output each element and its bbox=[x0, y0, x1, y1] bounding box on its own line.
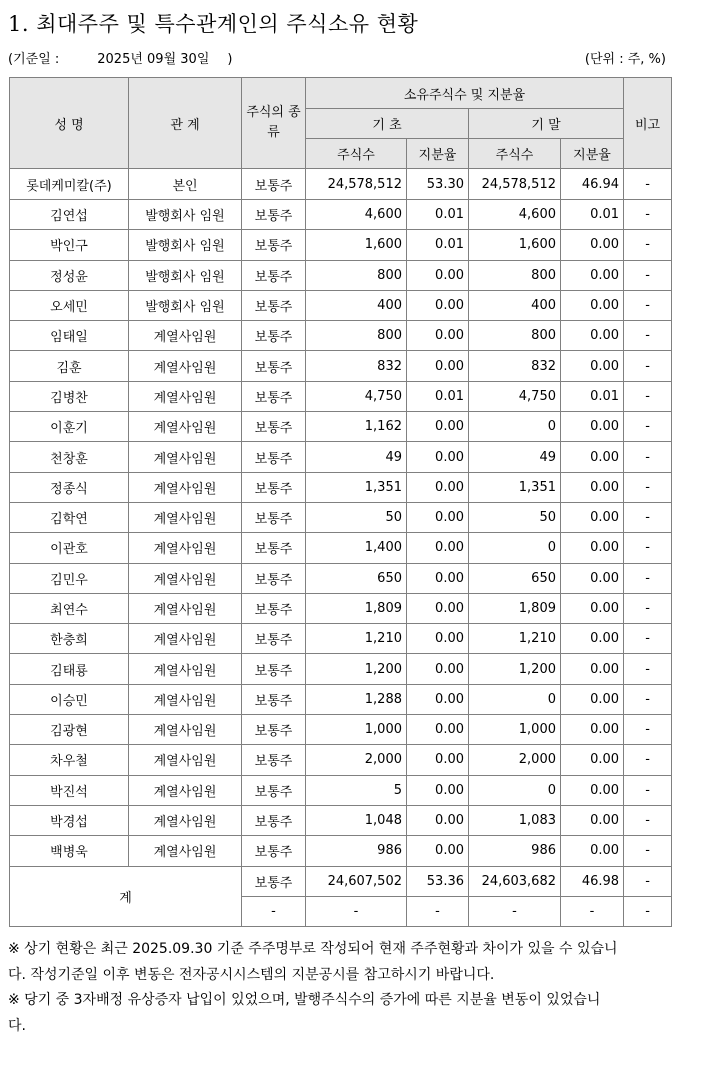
cell-stock-type: 보통주 bbox=[242, 563, 306, 593]
cell-note: - bbox=[624, 442, 672, 472]
cell-end-ratio: 0.00 bbox=[561, 715, 624, 745]
total-stock-type: 보통주 bbox=[242, 866, 306, 896]
cell-end-shares: 50 bbox=[469, 502, 561, 532]
page-title: 1. 최대주주 및 특수관계인의 주식소유 현황 bbox=[8, 12, 419, 36]
cell-end-ratio: 0.00 bbox=[561, 351, 624, 381]
cell-note: - bbox=[624, 533, 672, 563]
cell-note: - bbox=[624, 321, 672, 351]
cell-end-shares: 1,200 bbox=[469, 654, 561, 684]
cell-relation: 계열사임원 bbox=[129, 442, 242, 472]
cell-begin-shares: 1,600 bbox=[306, 230, 407, 260]
cell-name: 천창훈 bbox=[10, 442, 129, 472]
cell-end-shares: 1,600 bbox=[469, 230, 561, 260]
cell-begin-shares: 800 bbox=[306, 321, 407, 351]
cell-end-ratio: 0.00 bbox=[561, 472, 624, 502]
cell-name: 김훈 bbox=[10, 351, 129, 381]
cell-end-ratio: 0.00 bbox=[561, 805, 624, 835]
cell-stock-type: 보통주 bbox=[242, 472, 306, 502]
cell-relation: 계열사임원 bbox=[129, 321, 242, 351]
cell-end-shares: 986 bbox=[469, 836, 561, 866]
total-begin-shares: - bbox=[306, 896, 407, 926]
header-end-ratio: 지분율 bbox=[561, 139, 624, 169]
total-stock-type: - bbox=[242, 896, 306, 926]
cell-name: 오세민 bbox=[10, 290, 129, 320]
header-end-shares: 주식수 bbox=[469, 139, 561, 169]
cell-stock-type: 보통주 bbox=[242, 593, 306, 623]
table-row bbox=[10, 381, 672, 411]
cell-name: 김민우 bbox=[10, 563, 129, 593]
header-relation: 관 계 bbox=[129, 78, 242, 169]
table-row bbox=[10, 200, 672, 230]
cell-name: 김광현 bbox=[10, 715, 129, 745]
table-row bbox=[10, 442, 672, 472]
cell-stock-type: 보통주 bbox=[242, 745, 306, 775]
cell-note: - bbox=[624, 745, 672, 775]
cell-name: 임태일 bbox=[10, 321, 129, 351]
total-note: - bbox=[624, 866, 672, 896]
cell-stock-type: 보통주 bbox=[242, 533, 306, 563]
cell-begin-shares: 4,750 bbox=[306, 381, 407, 411]
cell-stock-type: 보통주 bbox=[242, 321, 306, 351]
cell-name: 정종식 bbox=[10, 472, 129, 502]
cell-begin-shares: 1,200 bbox=[306, 654, 407, 684]
footnotes bbox=[8, 937, 618, 1039]
cell-begin-ratio: 0.00 bbox=[407, 805, 469, 835]
base-date bbox=[8, 48, 232, 67]
header-name: 성 명 bbox=[10, 78, 129, 169]
cell-begin-ratio: 0.00 bbox=[407, 563, 469, 593]
cell-begin-shares: 1,210 bbox=[306, 624, 407, 654]
table-row bbox=[10, 533, 672, 563]
cell-end-shares: 1,351 bbox=[469, 472, 561, 502]
cell-relation: 계열사임원 bbox=[129, 563, 242, 593]
table-row bbox=[10, 715, 672, 745]
cell-name: 정성윤 bbox=[10, 260, 129, 290]
cell-begin-ratio: 0.00 bbox=[407, 533, 469, 563]
base-date-label: (기준일 : bbox=[8, 52, 60, 67]
table-row bbox=[10, 775, 672, 805]
cell-note: - bbox=[624, 472, 672, 502]
cell-relation: 계열사임원 bbox=[129, 684, 242, 714]
cell-relation: 계열사임원 bbox=[129, 412, 242, 442]
cell-stock-type: 보통주 bbox=[242, 351, 306, 381]
cell-stock-type: 보통주 bbox=[242, 260, 306, 290]
cell-relation: 발행회사 임원 bbox=[129, 290, 242, 320]
cell-note: - bbox=[624, 412, 672, 442]
cell-begin-shares: 1,400 bbox=[306, 533, 407, 563]
table-row bbox=[10, 684, 672, 714]
cell-relation: 계열사임원 bbox=[129, 745, 242, 775]
cell-relation: 본인 bbox=[129, 169, 242, 200]
cell-begin-shares: 1,048 bbox=[306, 805, 407, 835]
cell-stock-type: 보통주 bbox=[242, 775, 306, 805]
cell-stock-type: 보통주 bbox=[242, 715, 306, 745]
total-label: 계 bbox=[10, 866, 242, 927]
cell-name: 이관호 bbox=[10, 533, 129, 563]
cell-begin-ratio: 0.00 bbox=[407, 624, 469, 654]
cell-note: - bbox=[624, 593, 672, 623]
cell-end-ratio: 0.00 bbox=[561, 836, 624, 866]
cell-begin-shares: 800 bbox=[306, 260, 407, 290]
cell-end-shares: 0 bbox=[469, 775, 561, 805]
cell-begin-shares: 400 bbox=[306, 290, 407, 320]
header-begin: 기 초 bbox=[306, 109, 469, 139]
unit-label: (단위 : 주, %) bbox=[584, 52, 666, 67]
cell-begin-ratio: 0.00 bbox=[407, 593, 469, 623]
cell-end-ratio: 0.00 bbox=[561, 654, 624, 684]
cell-begin-ratio: 0.00 bbox=[407, 684, 469, 714]
cell-name: 차우철 bbox=[10, 745, 129, 775]
table-row bbox=[10, 230, 672, 260]
cell-begin-shares: 1,288 bbox=[306, 684, 407, 714]
cell-stock-type: 보통주 bbox=[242, 654, 306, 684]
cell-stock-type: 보통주 bbox=[242, 442, 306, 472]
cell-end-ratio: 0.00 bbox=[561, 442, 624, 472]
cell-begin-shares: 4,600 bbox=[306, 200, 407, 230]
total-row bbox=[10, 866, 672, 896]
shareholding-table bbox=[9, 77, 672, 927]
cell-relation: 계열사임원 bbox=[129, 624, 242, 654]
cell-end-shares: 4,600 bbox=[469, 200, 561, 230]
cell-begin-shares: 986 bbox=[306, 836, 407, 866]
cell-begin-ratio: 0.00 bbox=[407, 715, 469, 745]
cell-begin-ratio: 0.00 bbox=[407, 290, 469, 320]
cell-name: 이승민 bbox=[10, 684, 129, 714]
cell-begin-ratio: 0.00 bbox=[407, 745, 469, 775]
cell-end-ratio: 0.00 bbox=[561, 290, 624, 320]
header-note: 비고 bbox=[624, 78, 672, 169]
cell-end-shares: 800 bbox=[469, 321, 561, 351]
table-row bbox=[10, 321, 672, 351]
cell-name: 이훈기 bbox=[10, 412, 129, 442]
cell-name: 최연수 bbox=[10, 593, 129, 623]
cell-end-shares: 4,750 bbox=[469, 381, 561, 411]
cell-end-ratio: 0.00 bbox=[561, 260, 624, 290]
cell-stock-type: 보통주 bbox=[242, 381, 306, 411]
cell-end-ratio: 0.00 bbox=[561, 533, 624, 563]
cell-begin-ratio: 0.00 bbox=[407, 412, 469, 442]
cell-note: - bbox=[624, 502, 672, 532]
cell-stock-type: 보통주 bbox=[242, 624, 306, 654]
cell-begin-ratio: 0.00 bbox=[407, 836, 469, 866]
table-body bbox=[10, 169, 672, 927]
cell-relation: 계열사임원 bbox=[129, 836, 242, 866]
cell-begin-shares: 832 bbox=[306, 351, 407, 381]
cell-begin-ratio: 53.30 bbox=[407, 169, 469, 200]
cell-note: - bbox=[624, 563, 672, 593]
cell-end-shares: 1,000 bbox=[469, 715, 561, 745]
footnote: ※ 상기 현황은 최근 2025.09.30 기준 주주명부로 작성되어 현재 주주현황과 차이가 있을 수 있습니다. 작성기준일 이후 변동은 전자공시시스템의 지분공시를 참고하시기 바랍니다. bbox=[8, 941, 618, 983]
cell-end-shares: 49 bbox=[469, 442, 561, 472]
cell-begin-ratio: 0.00 bbox=[407, 442, 469, 472]
table-row bbox=[10, 654, 672, 684]
cell-name: 롯데케미칼(주) bbox=[10, 169, 129, 200]
cell-relation: 계열사임원 bbox=[129, 775, 242, 805]
cell-relation: 계열사임원 bbox=[129, 593, 242, 623]
cell-stock-type: 보통주 bbox=[242, 290, 306, 320]
cell-end-ratio: 0.00 bbox=[561, 502, 624, 532]
base-date-value: 2025년 09월 30일 bbox=[97, 52, 210, 67]
table-row bbox=[10, 260, 672, 290]
cell-relation: 계열사임원 bbox=[129, 654, 242, 684]
cell-relation: 발행회사 임원 bbox=[129, 260, 242, 290]
cell-note: - bbox=[624, 624, 672, 654]
cell-name: 박인구 bbox=[10, 230, 129, 260]
cell-end-ratio: 0.00 bbox=[561, 563, 624, 593]
cell-note: - bbox=[624, 381, 672, 411]
cell-name: 김병찬 bbox=[10, 381, 129, 411]
total-begin-ratio: 53.36 bbox=[407, 866, 469, 896]
cell-name: 김학연 bbox=[10, 502, 129, 532]
cell-end-shares: 832 bbox=[469, 351, 561, 381]
total-end-shares: 24,603,682 bbox=[469, 866, 561, 896]
cell-begin-shares: 1,162 bbox=[306, 412, 407, 442]
cell-begin-shares: 24,578,512 bbox=[306, 169, 407, 200]
cell-end-ratio: 0.00 bbox=[561, 412, 624, 442]
cell-relation: 발행회사 임원 bbox=[129, 200, 242, 230]
table-row bbox=[10, 593, 672, 623]
cell-stock-type: 보통주 bbox=[242, 230, 306, 260]
cell-name: 한충희 bbox=[10, 624, 129, 654]
cell-end-shares: 2,000 bbox=[469, 745, 561, 775]
cell-end-ratio: 0.00 bbox=[561, 775, 624, 805]
cell-relation: 계열사임원 bbox=[129, 381, 242, 411]
cell-note: - bbox=[624, 654, 672, 684]
cell-stock-type: 보통주 bbox=[242, 412, 306, 442]
table-row bbox=[10, 563, 672, 593]
cell-begin-ratio: 0.01 bbox=[407, 200, 469, 230]
cell-begin-shares: 1,351 bbox=[306, 472, 407, 502]
header-holdings: 소유주식수 및 지분율 bbox=[306, 78, 624, 109]
table-row bbox=[10, 745, 672, 775]
cell-begin-ratio: 0.00 bbox=[407, 775, 469, 805]
total-begin-ratio: - bbox=[407, 896, 469, 926]
cell-note: - bbox=[624, 200, 672, 230]
table-row bbox=[10, 836, 672, 866]
base-date-close: ) bbox=[227, 52, 233, 67]
cell-end-ratio: 0.00 bbox=[561, 624, 624, 654]
table-row bbox=[10, 169, 672, 200]
cell-note: - bbox=[624, 260, 672, 290]
cell-stock-type: 보통주 bbox=[242, 836, 306, 866]
table-row bbox=[10, 805, 672, 835]
cell-begin-shares: 50 bbox=[306, 502, 407, 532]
cell-begin-shares: 1,000 bbox=[306, 715, 407, 745]
cell-end-ratio: 0.00 bbox=[561, 321, 624, 351]
cell-relation: 계열사임원 bbox=[129, 472, 242, 502]
cell-begin-ratio: 0.00 bbox=[407, 502, 469, 532]
cell-note: - bbox=[624, 351, 672, 381]
cell-end-shares: 0 bbox=[469, 412, 561, 442]
total-note: - bbox=[624, 896, 672, 926]
total-begin-shares: 24,607,502 bbox=[306, 866, 407, 896]
cell-note: - bbox=[624, 684, 672, 714]
cell-begin-shares: 49 bbox=[306, 442, 407, 472]
table-row bbox=[10, 290, 672, 320]
table-row bbox=[10, 351, 672, 381]
cell-note: - bbox=[624, 775, 672, 805]
cell-end-shares: 800 bbox=[469, 260, 561, 290]
cell-stock-type: 보통주 bbox=[242, 200, 306, 230]
table-row bbox=[10, 412, 672, 442]
cell-relation: 계열사임원 bbox=[129, 805, 242, 835]
cell-begin-ratio: 0.00 bbox=[407, 351, 469, 381]
cell-end-ratio: 0.00 bbox=[561, 684, 624, 714]
cell-name: 박경섭 bbox=[10, 805, 129, 835]
cell-begin-shares: 2,000 bbox=[306, 745, 407, 775]
cell-end-shares: 0 bbox=[469, 533, 561, 563]
cell-begin-ratio: 0.00 bbox=[407, 654, 469, 684]
cell-note: - bbox=[624, 169, 672, 200]
footnote: ※ 당기 중 3자배정 유상증자 납입이 있었으며, 발행주식수의 증가에 따른 지분율 변동이 있었습니다. bbox=[8, 992, 601, 1034]
cell-end-shares: 400 bbox=[469, 290, 561, 320]
cell-relation: 계열사임원 bbox=[129, 715, 242, 745]
cell-begin-shares: 650 bbox=[306, 563, 407, 593]
cell-begin-shares: 1,809 bbox=[306, 593, 407, 623]
total-end-ratio: 46.98 bbox=[561, 866, 624, 896]
header-end: 기 말 bbox=[469, 109, 624, 139]
cell-end-shares: 650 bbox=[469, 563, 561, 593]
cell-begin-ratio: 0.00 bbox=[407, 472, 469, 502]
table-row bbox=[10, 624, 672, 654]
cell-note: - bbox=[624, 290, 672, 320]
cell-end-shares: 1,210 bbox=[469, 624, 561, 654]
total-end-ratio: - bbox=[561, 896, 624, 926]
cell-begin-ratio: 0.00 bbox=[407, 260, 469, 290]
cell-stock-type: 보통주 bbox=[242, 684, 306, 714]
cell-end-ratio: 0.00 bbox=[561, 745, 624, 775]
cell-relation: 계열사임원 bbox=[129, 533, 242, 563]
header-stock-type: 주식의 종류 bbox=[242, 78, 306, 169]
table-row bbox=[10, 502, 672, 532]
cell-end-shares: 0 bbox=[469, 684, 561, 714]
cell-stock-type: 보통주 bbox=[242, 805, 306, 835]
cell-end-shares: 24,578,512 bbox=[469, 169, 561, 200]
cell-end-ratio: 0.01 bbox=[561, 200, 624, 230]
cell-end-ratio: 0.00 bbox=[561, 593, 624, 623]
cell-begin-shares: 5 bbox=[306, 775, 407, 805]
cell-name: 김연섭 bbox=[10, 200, 129, 230]
cell-stock-type: 보통주 bbox=[242, 169, 306, 200]
cell-begin-ratio: 0.01 bbox=[407, 230, 469, 260]
header-begin-ratio: 지분율 bbox=[407, 139, 469, 169]
cell-relation: 계열사임원 bbox=[129, 502, 242, 532]
cell-end-ratio: 0.01 bbox=[561, 381, 624, 411]
cell-name: 백병욱 bbox=[10, 836, 129, 866]
cell-name: 김태룡 bbox=[10, 654, 129, 684]
cell-stock-type: 보통주 bbox=[242, 502, 306, 532]
cell-note: - bbox=[624, 230, 672, 260]
table-row bbox=[10, 472, 672, 502]
cell-begin-ratio: 0.01 bbox=[407, 381, 469, 411]
cell-note: - bbox=[624, 836, 672, 866]
cell-note: - bbox=[624, 715, 672, 745]
cell-end-ratio: 46.94 bbox=[561, 169, 624, 200]
cell-begin-ratio: 0.00 bbox=[407, 321, 469, 351]
header-begin-shares: 주식수 bbox=[306, 139, 407, 169]
cell-end-shares: 1,083 bbox=[469, 805, 561, 835]
total-end-shares: - bbox=[469, 896, 561, 926]
cell-note: - bbox=[624, 805, 672, 835]
cell-relation: 계열사임원 bbox=[129, 351, 242, 381]
cell-end-shares: 1,809 bbox=[469, 593, 561, 623]
cell-end-ratio: 0.00 bbox=[561, 230, 624, 260]
cell-relation: 발행회사 임원 bbox=[129, 230, 242, 260]
cell-name: 박진석 bbox=[10, 775, 129, 805]
